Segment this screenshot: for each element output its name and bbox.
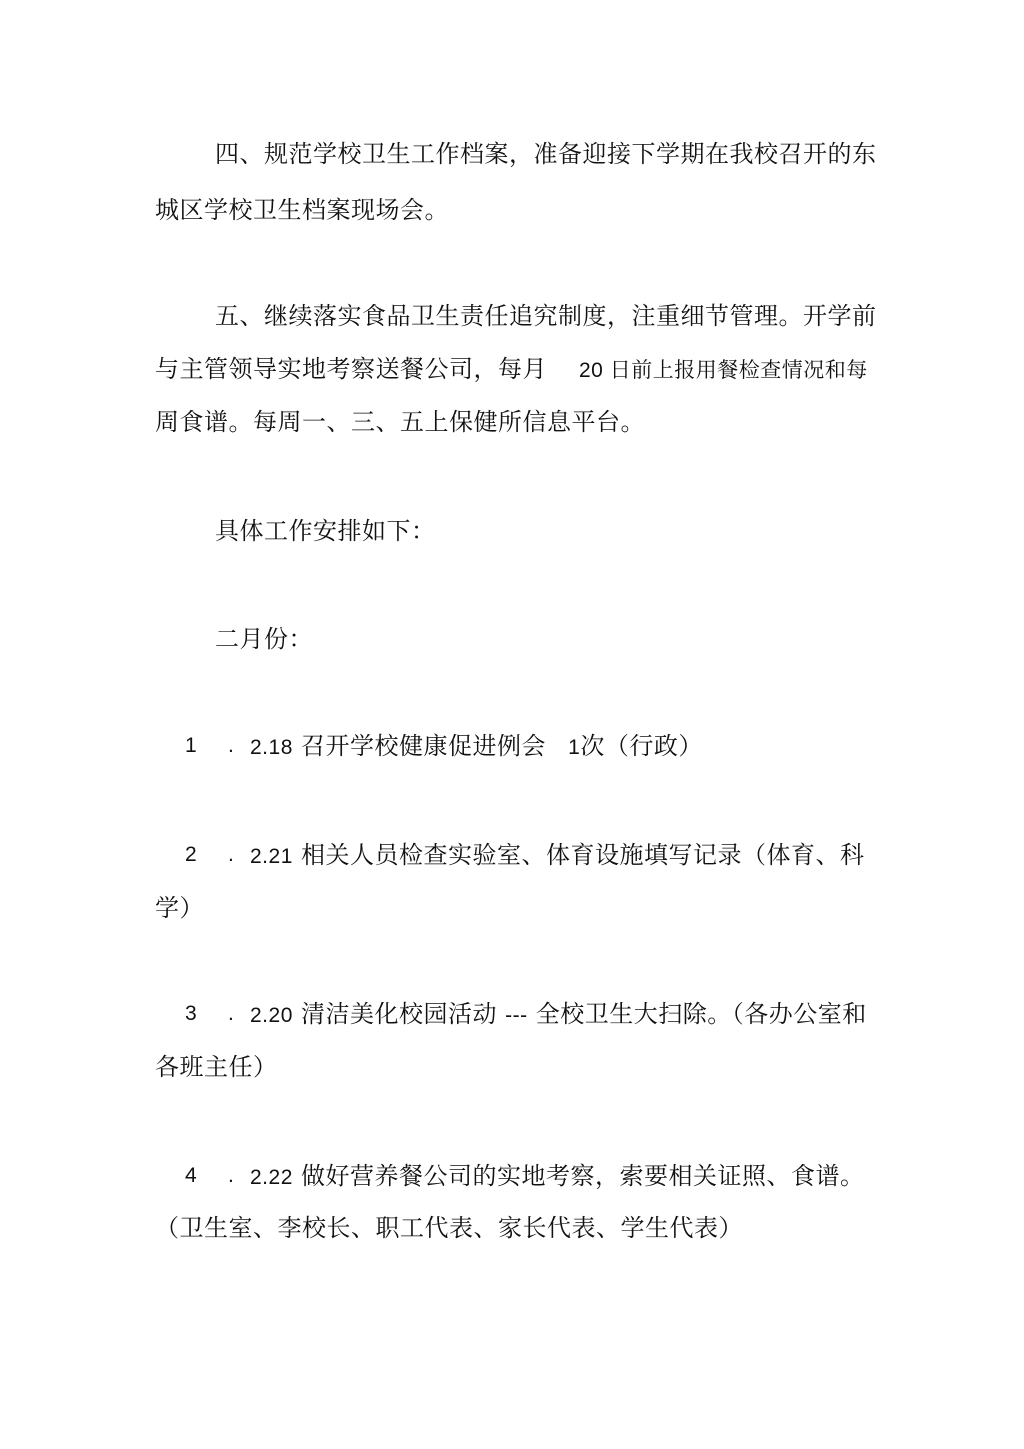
- item-continuation: 各班主任）: [155, 1053, 278, 1081]
- item-text-main: 做好营养餐公司的实地考察，索要相关证照、食谱。: [301, 1162, 865, 1190]
- item-number: 4: [185, 1164, 197, 1187]
- item-date: 2.18: [250, 736, 293, 759]
- arrangement-heading: 具体工作安排如下：: [215, 517, 436, 545]
- item-date: 2.21: [250, 845, 293, 868]
- section5-line3: 周食谱。每周一、三、五上保健所信息平台。: [155, 408, 645, 436]
- item-dot: .: [228, 734, 234, 757]
- item-dot: .: [228, 843, 234, 866]
- item-text-b: 全校卫生大扫除。（各办公室和: [535, 1000, 867, 1028]
- section5-line2-part-b: 20 日前上报用餐检查情况和每: [579, 359, 868, 382]
- item-dot: .: [228, 1164, 234, 1187]
- item-date: 2.20: [250, 1004, 293, 1027]
- item-date: 2.22: [250, 1166, 293, 1189]
- item-text-main: 相关人员检查实验室、体育设施填写记录（体育、科: [301, 841, 865, 869]
- item-text-a: 召开学校健康促进例会: [301, 732, 547, 760]
- section5-line1: 五、继续落实食品卫生责任追究制度，注重细节管理。开学前: [215, 302, 877, 330]
- section4-line2: 城区学校卫生档案现场会。: [155, 196, 449, 224]
- item-number: 2: [185, 843, 197, 866]
- item-continuation: 学）: [155, 894, 204, 922]
- item-number: 3: [185, 1002, 197, 1025]
- section5-line2-part-a: 与主管领导实地考察送餐公司，每月: [155, 355, 547, 383]
- item-text: [250, 1160, 865, 1194]
- section5-line2: [155, 353, 868, 387]
- item-text: [250, 998, 867, 1032]
- item-number: 1: [185, 734, 197, 757]
- item-dashes: ---: [505, 1004, 528, 1027]
- item-continuation: （卫生室、李校长、职工代表、家长代表、学生代表）: [155, 1214, 743, 1242]
- month-heading: 二月份：: [215, 625, 313, 653]
- section4-line1: 四、规范学校卫生工作档案，准备迎接下学期在我校召开的东: [215, 140, 877, 168]
- item-text: [250, 839, 865, 873]
- item-count: 1: [568, 736, 581, 759]
- item-dot: .: [228, 1002, 234, 1025]
- item-text-b: 次（行政）: [580, 732, 703, 760]
- item-text-a: 清洁美化校园活动: [301, 1000, 498, 1028]
- item-text: [250, 730, 703, 764]
